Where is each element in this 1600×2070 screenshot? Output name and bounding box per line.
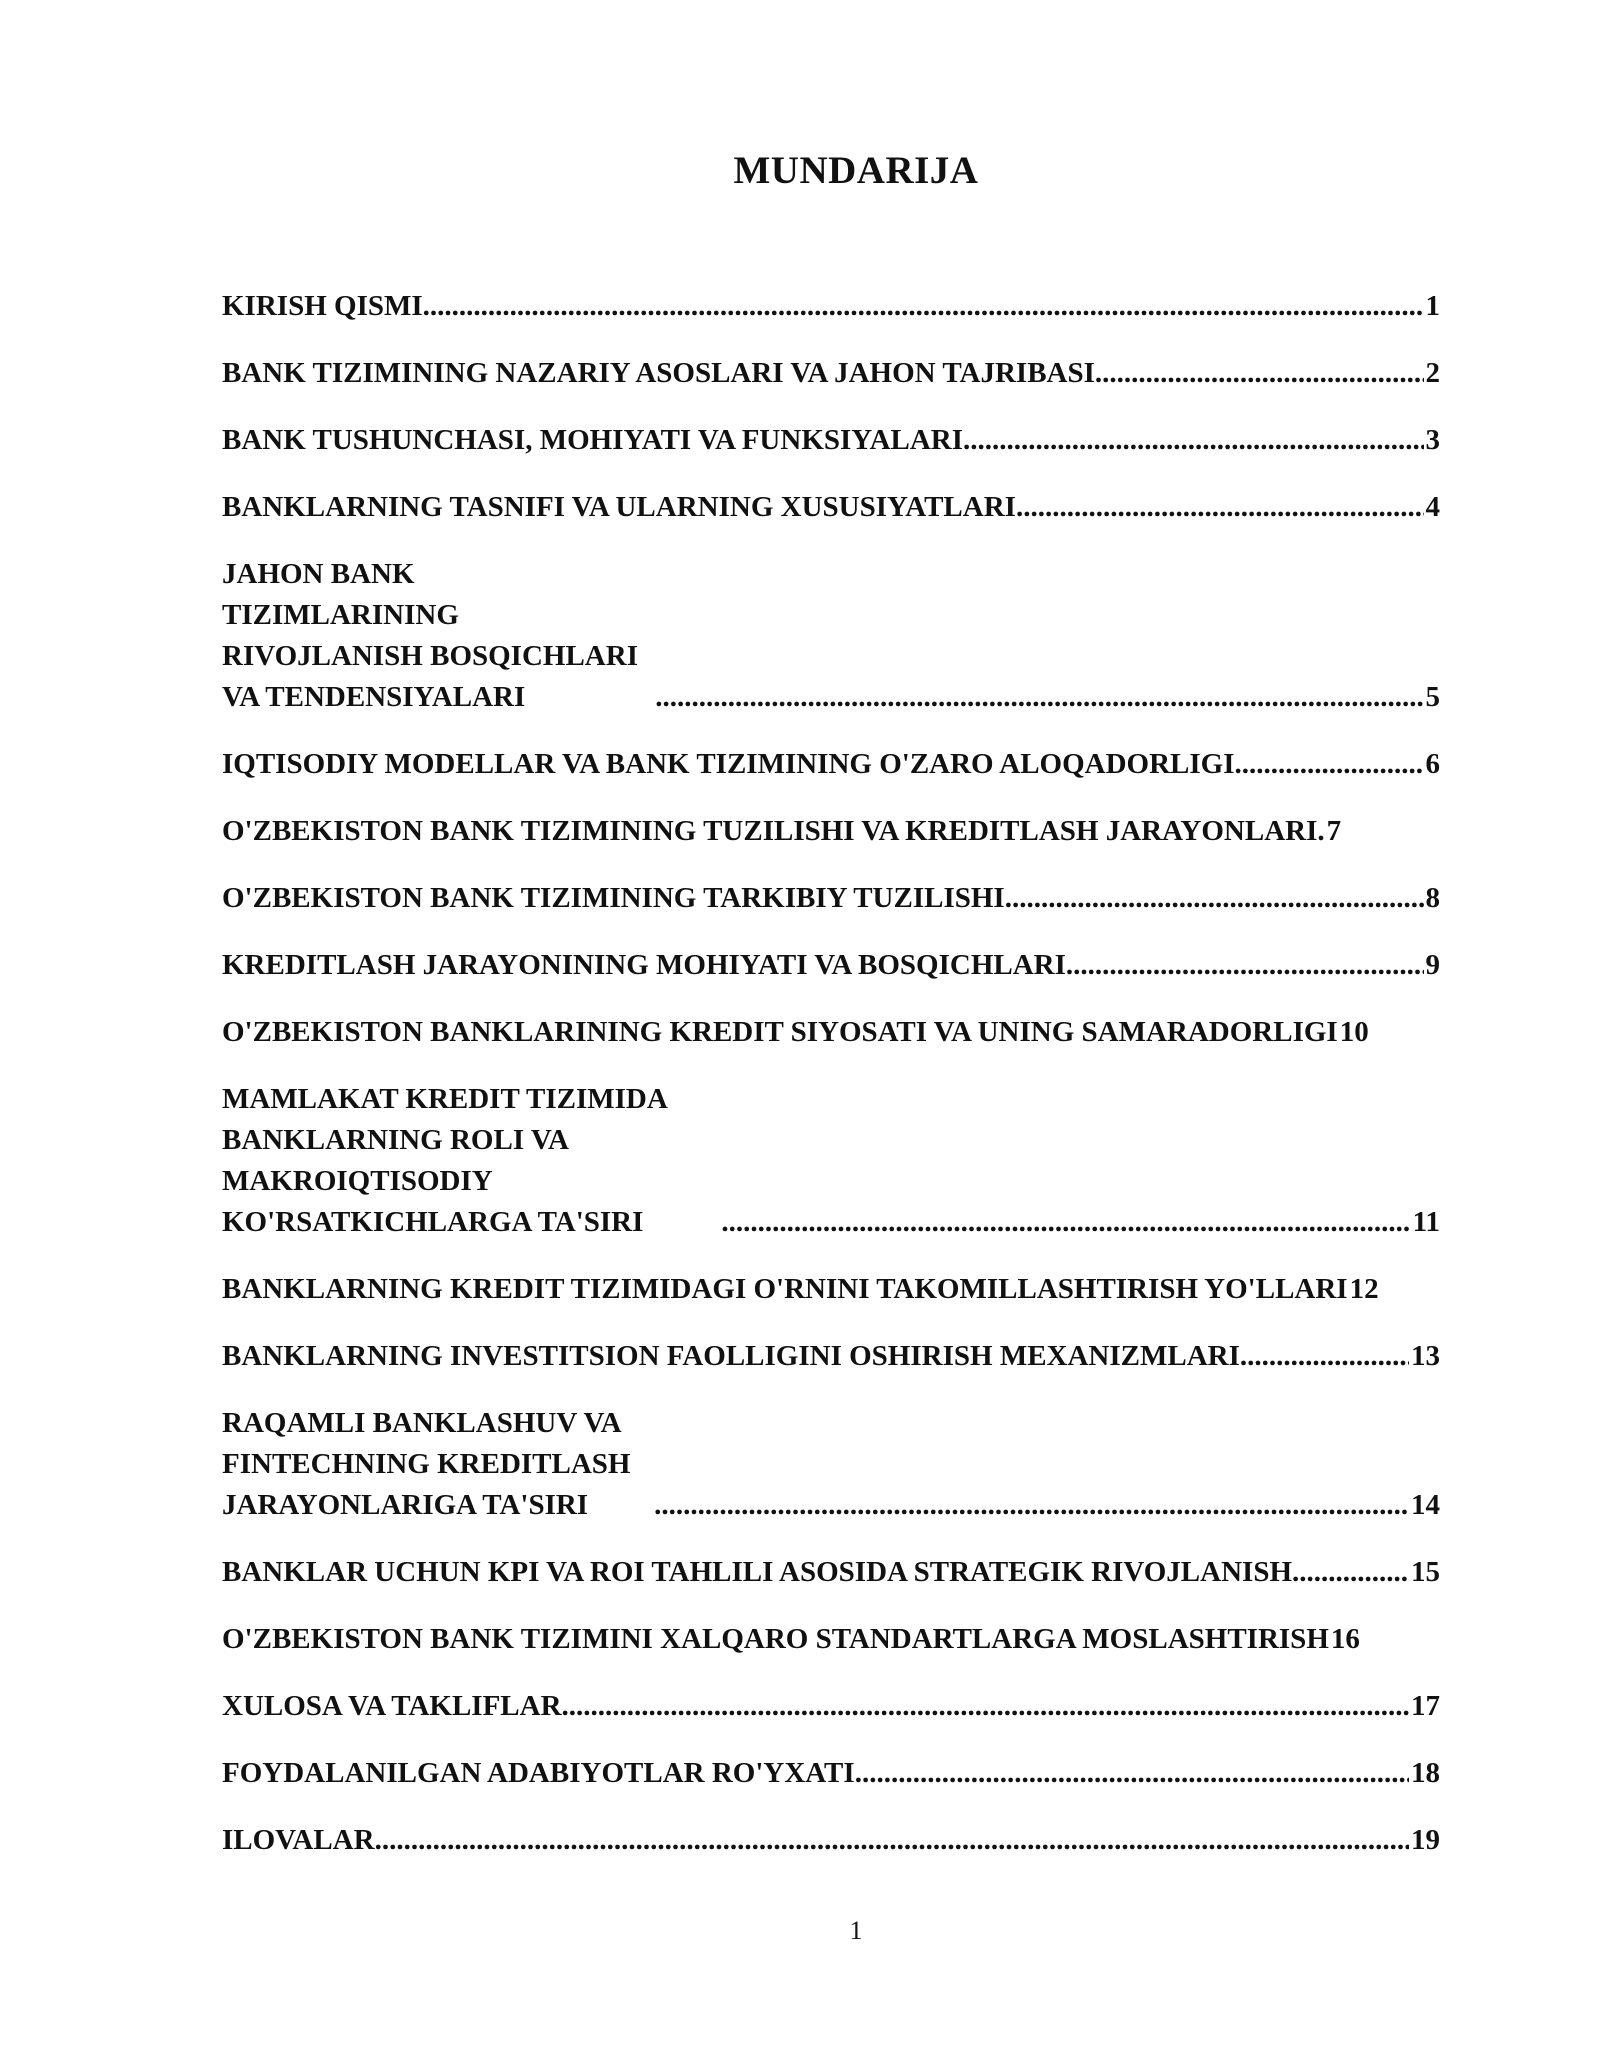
toc-dot-leader <box>1095 353 1424 394</box>
toc-entry-title: IQTISODIY MODELLAR VA BANK TIZIMINING O'ZARO ALOQADORLIGI <box>222 748 1235 780</box>
toc-entry[interactable] <box>222 1336 1440 1377</box>
toc-entry-title: JAHON BANK TIZIMLARINING RIVOJLANISH BOSQICHLARI VA TENDENSIYALARI <box>222 558 638 713</box>
toc-dot-leader <box>1299 1552 1409 1593</box>
toc-dot-leader <box>375 1820 1409 1861</box>
toc-entry[interactable] <box>222 420 1440 461</box>
toc-entry-page-number: 4 <box>1425 491 1440 523</box>
toc-dot-leader <box>1240 1336 1409 1377</box>
toc-entry-title: KIRISH QISMI <box>222 290 423 322</box>
toc-dot-leader <box>1066 945 1424 986</box>
toc-entry[interactable] <box>222 286 1440 327</box>
toc-entry-page-number: 6 <box>1425 748 1440 780</box>
toc-entry[interactable] <box>222 353 1440 394</box>
toc-entry[interactable] <box>222 1753 1440 1794</box>
toc-entry-page-number: 19 <box>1411 1824 1440 1856</box>
toc-entry-page-number: 9 <box>1425 949 1440 981</box>
toc-entry[interactable] <box>222 487 1440 528</box>
toc-dot-leader <box>855 1753 1409 1794</box>
toc-entry[interactable] <box>222 1012 1440 1053</box>
toc-entry[interactable] <box>222 1686 1440 1727</box>
toc-dot-leader <box>423 286 1424 327</box>
toc-entry-page-number: 11 <box>1412 1206 1440 1238</box>
toc-entry-title: O'ZBEKISTON BANK TIZIMINING TARKIBIY TUZILISHI <box>222 882 1005 914</box>
toc-entry-title: BANK TIZIMINING NAZARIY ASOSLARI VA JAHON TAJRIBASI <box>222 357 1095 389</box>
toc-entry[interactable] <box>222 811 1440 852</box>
toc-entry-page-number: 5 <box>1425 681 1440 713</box>
toc-entry[interactable] <box>222 1619 1440 1660</box>
toc-dot-leader <box>562 1686 1409 1727</box>
toc-entry[interactable] <box>222 1403 1440 1526</box>
toc-entry[interactable] <box>222 878 1440 919</box>
page-number: 1 <box>849 1916 863 1945</box>
toc-entry-page-number: 13 <box>1411 1340 1440 1372</box>
toc-entry-title: KREDITLASH JARAYONINING MOHIYATI VA BOSQICHLARI <box>222 949 1066 981</box>
toc-entry-page-number: 3 <box>1425 424 1440 456</box>
toc-entry-page-number: 7 <box>1326 815 1342 847</box>
toc-entry[interactable] <box>222 1820 1440 1861</box>
toc-entry[interactable] <box>222 1269 1440 1310</box>
toc-entry-title: BANK TUSHUNCHASI, MOHIYATI VA FUNKSIYALARI <box>222 424 964 456</box>
toc-entry[interactable] <box>222 1552 1440 1593</box>
toc-entry-title: FOYDALANILGAN ADABIYOTLAR RO'YXATI <box>222 1757 855 1789</box>
toc-entry-title: BANKLARNING TASNIFI VA ULARNING XUSUSIYATLARI <box>222 491 1016 523</box>
toc-entry-page-number: 2 <box>1425 357 1440 389</box>
toc-dot-leader <box>721 1202 1410 1243</box>
table-of-contents <box>222 286 1440 1887</box>
toc-entry[interactable] <box>222 1079 1440 1243</box>
toc-dot-leader <box>1016 487 1424 528</box>
toc-dot-leader <box>1235 744 1424 785</box>
toc-entry-page-number: 17 <box>1411 1690 1440 1722</box>
toc-entry-page-number: 12 <box>1349 1273 1379 1305</box>
toc-entry-page-number: 10 <box>1339 1016 1369 1048</box>
toc-entry-title: ILOVALAR <box>222 1824 375 1856</box>
toc-dot-leader <box>963 420 1423 461</box>
toc-entry-title: MAMLAKAT KREDIT TIZIMIDA BANKLARNING ROLI VA MAKROIQTISODIY KO'RSATKICHLARGA TA'SIRI <box>222 1083 667 1238</box>
toc-entry-title: O'ZBEKISTON BANK TIZIMINI XALQARO STANDARTLARGA MOSLASHTIRISH <box>222 1623 1329 1655</box>
toc-entry-page-number: 14 <box>1411 1489 1440 1521</box>
toc-entry-page-number: 18 <box>1411 1757 1440 1789</box>
toc-entry[interactable] <box>222 945 1440 986</box>
toc-entry[interactable] <box>222 554 1440 718</box>
toc-dot-leader <box>654 1485 1409 1526</box>
toc-entry-title: XULOSA VA TAKLIFLAR <box>222 1690 562 1722</box>
toc-entry-title: BANKLAR UCHUN KPI VA ROI TAHLILI ASOSIDA STRATEGIK RIVOJLANISH. <box>222 1556 1300 1588</box>
toc-dot-leader <box>655 677 1423 718</box>
toc-entry-title: BANKLARNING KREDIT TIZIMIDAGI O'RNINI TAKOMILLASHTIRISH YO'LLARI <box>222 1273 1348 1305</box>
toc-dot-leader <box>1005 878 1424 919</box>
toc-entry-title: O'ZBEKISTON BANKLARINING KREDIT SIYOSATI VA UNING SAMARADORLIGI <box>222 1016 1338 1048</box>
toc-entry-page-number: 1 <box>1425 290 1440 322</box>
toc-entry-title: RAQAMLI BANKLASHUV VA FINTECHNING KREDITLASH JARAYONLARIGA TA'SIRI <box>222 1407 631 1521</box>
toc-entry-page-number: 15 <box>1411 1556 1440 1588</box>
toc-entry-page-number: 8 <box>1425 882 1440 914</box>
toc-entry-page-number: 16 <box>1330 1623 1360 1655</box>
toc-entry-title: O'ZBEKISTON BANK TIZIMINING TUZILISHI VA KREDITLASH JARAYONLARI. <box>222 815 1325 847</box>
toc-entry-title: BANKLARNING INVESTITSION FAOLLIGINI OSHIRISH MEXANIZMLARI <box>222 1340 1240 1372</box>
page-title: MUNDARIJA <box>733 149 979 192</box>
toc-entry[interactable] <box>222 744 1440 785</box>
